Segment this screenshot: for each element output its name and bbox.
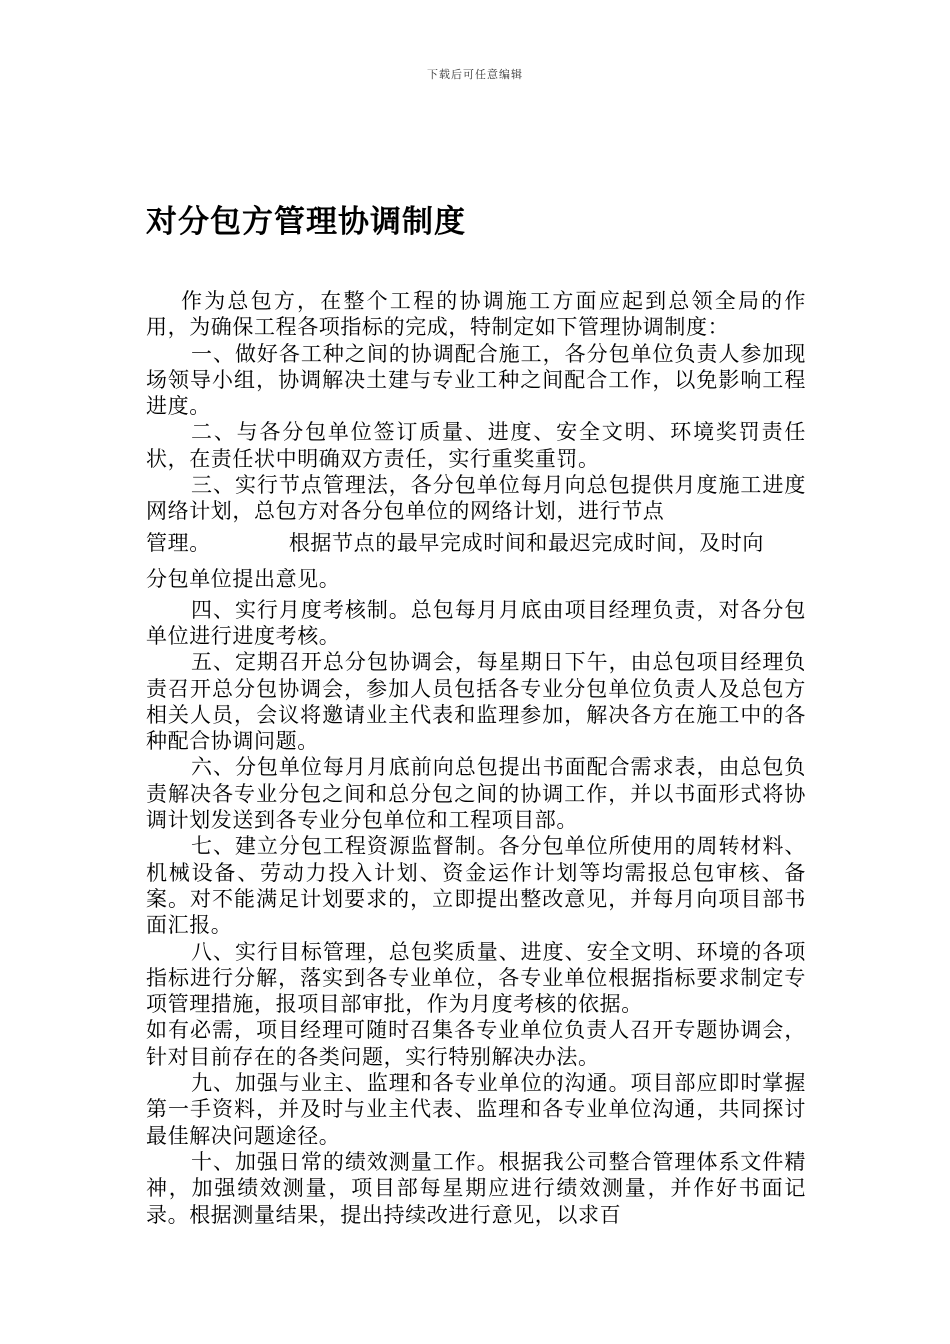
item-paragraph-3-end: 分包单位提出意见。	[146, 566, 341, 591]
item-3-cont-b: 根据节点的最早完成时间和最迟完成时间，及时向	[288, 530, 765, 555]
item-paragraph-5: 五、定期召开总分包协调会，每星期日下午，由总包项目经理负责召开总分包协调会，参加人员包括各专业分包单位负责人及总包方相关人员，会议将邀请业主代表和监理参加，解决各方在施工中的各种配合协调问题。	[146, 650, 806, 754]
item-paragraph-1: 一、做好各工种之间的协调配合施工，各分包单位负责人参加现场领导小组，协调解决土建与专业工种之间配合工作，以免影响工程进度。	[146, 341, 806, 419]
item-paragraph-4: 四、实行月度考核制。总包每月月底由项目经理负责，对各分包单位进行进度考核。	[146, 597, 806, 648]
page-header-note: 下载后可任意编辑	[427, 68, 523, 81]
item-3-cont-a: 管理。	[146, 530, 211, 555]
note-paragraph: 如有必需，项目经理可随时召集各专业单位负责人召开专题协调会，针对目前存在的各类问题，实行特别解决办法。	[146, 1018, 806, 1069]
document-title: 对分包方管理协调制度	[146, 204, 466, 240]
item-paragraph-9: 九、加强与业主、监理和各专业单位的沟通。项目部应即时掌握第一手资料，并及时与业主代表、监理和各专业单位沟通，共同探讨最佳解决问题途径。	[146, 1071, 806, 1148]
item-paragraph-2: 二、与各分包单位签订质量、进度、安全文明、环境奖罚责任状，在责任状中明确双方责任，实行重奖重罚。	[146, 420, 806, 471]
item-paragraph-8: 八、实行目标管理，总包奖质量、进度、安全文明、环境的各项指标进行分解，落实到各专业单位，各专业单位根据指标要求制定专项管理措施，报项目部审批，作为月度考核的依据。	[146, 939, 806, 1017]
item-paragraph-3-continued	[146, 525, 806, 561]
item-paragraph-6: 六、分包单位每月月底前向总包提出书面配合需求表，由总包负责解决各专业分包之间和总分包之间的协调工作，并以书面形式将协调计划发送到各专业分包单位和工程项目部。	[146, 755, 806, 833]
item-paragraph-3: 三、实行节点管理法，各分包单位每月向总包提供月度施工进度网络计划，总包方对各分包单位的网络计划，进行节点	[146, 473, 806, 524]
item-paragraph-7: 七、建立分包工程资源监督制。各分包单位所使用的周转材料、机械设备、劳动力投入计划、资金运作计划等均需报总包审核、备案。对不能满足计划要求的，立即提出整改意见，并每月向项目部书面汇报。	[146, 834, 806, 938]
document-body	[146, 288, 806, 1228]
intro-paragraph: 作为总包方，在整个工程的协调施工方面应起到总领全局的作用，为确保工程各项指标的完成，特制定如下管理协调制度：	[146, 289, 806, 340]
item-paragraph-10: 十、加强日常的绩效测量工作。根据我公司整合管理体系文件精神，加强绩效测量，项目部每星期应进行绩效测量，并作好书面记录。根据测量结果，提出持续改进行意见，以求百	[146, 1149, 806, 1227]
